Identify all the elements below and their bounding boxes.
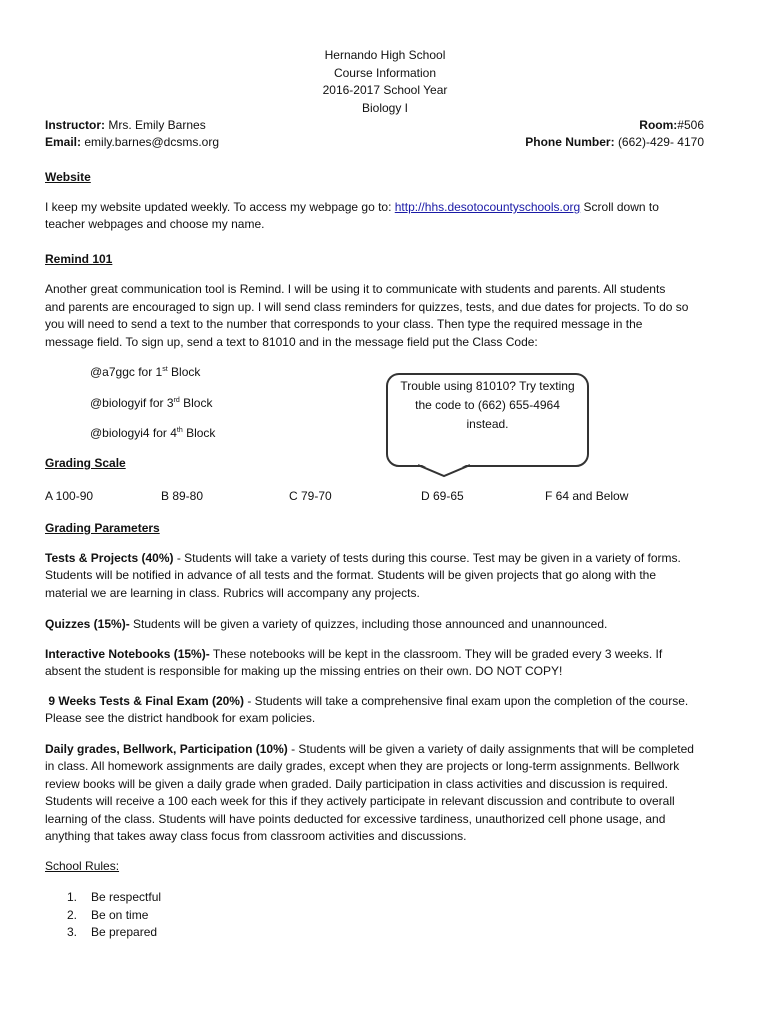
class-code-text: @biologyi4 for 4: [90, 426, 177, 440]
parameter-tests-projects: [45, 550, 735, 602]
class-code-4: [90, 425, 215, 442]
class-code-block: Block: [167, 365, 201, 379]
room-number: #506: [677, 118, 704, 132]
parameter-label: 9 Weeks Tests & Final Exam (20%): [45, 694, 244, 708]
grade-d: D 69-65: [421, 489, 464, 503]
parameter-text: Students will be notified in advance of all tests and the format. Students will be given projects that go along with the: [45, 568, 657, 583]
course-name: Biology I: [361, 100, 409, 115]
class-code-text: @biologyif for 3: [90, 396, 174, 410]
email-label: Email:: [45, 135, 82, 149]
list-text: Be respectful: [91, 890, 162, 904]
email-address: emily.barnes@dcsms.org: [84, 135, 220, 149]
parameter-label: Tests & Projects (40%): [45, 551, 174, 565]
class-code-block: Block: [179, 396, 213, 410]
parameter-text: - Students will be given a variety of daily assignments that will be completed: [287, 742, 694, 756]
grade-c: C 79-70: [289, 489, 332, 503]
class-code-block: Block: [182, 426, 216, 440]
class-code-ordinal: th: [176, 427, 183, 434]
parameter-text: - Students will take a variety of tests during this course. Test may be given in a variety of forms.: [173, 551, 681, 565]
parameter-daily-grades: [45, 741, 735, 845]
list-number: 1.: [67, 890, 78, 904]
list-item: [45, 924, 161, 942]
website-text-after: Scroll down to: [580, 200, 659, 214]
remind-heading: Remind 101: [45, 252, 113, 266]
parameter-text: absent the student is responsible for making up the missing entries on their own. DO NOT COPY!: [45, 664, 563, 679]
parameter-text: learning of the class. Students will have points deducted for excessive tardiness, unauthorized cell phone usage, and: [45, 811, 666, 826]
class-code-ordinal: st: [162, 366, 168, 373]
parameter-text: material we are learning in class. Rubrics will accompany any projects.: [45, 585, 420, 600]
remind-text-line: message field. To sign up, send a text to 81010 and in the message field put the Class Code:: [45, 334, 538, 349]
school-name: Hernando High School: [324, 48, 446, 62]
list-number: 3.: [67, 925, 78, 939]
parameter-text: Students will receive a 100 each week for this if they actively participate in relevant discussion and contribute to overall: [45, 794, 675, 809]
remind-text-line: Another great communication tool is Remind. I will be using it to communicate with students and parents. All students: [45, 282, 666, 296]
website-text-line2: teacher webpages and choose my name.: [45, 217, 265, 231]
callout-bubble: [386, 373, 589, 467]
website-heading: Website: [45, 170, 91, 184]
phone-number: (662)-429- 4170: [617, 135, 704, 149]
grade-f: F 64 and Below: [545, 489, 629, 503]
parameter-text: review books will be given a daily grade when graded. Daily participation in class activities and discussion is required.: [45, 776, 668, 791]
callout-line: the code to (662) 655-4964: [415, 398, 560, 412]
website-text-before: I keep my website updated weekly. To access my webpage go to:: [45, 200, 395, 214]
class-code-ordinal: rd: [173, 397, 180, 404]
website-text-line1: [45, 199, 659, 216]
school-rules-heading: School Rules:: [45, 859, 120, 873]
parameter-label: Daily grades, Bellwork, Participation (10%): [45, 742, 288, 756]
parameter-text: anything that takes away class focus from classroom activities and discussions.: [45, 829, 467, 844]
remind-text-line: you will need to send a text to the number that corresponds to your class. Then type the required message in the: [45, 317, 643, 331]
callout-line: instead.: [466, 417, 509, 431]
instructor-name: Mrs. Emily Barnes: [108, 118, 206, 132]
class-code-3: [90, 395, 212, 412]
grading-parameters-heading: Grading Parameters: [45, 521, 160, 535]
list-item: [45, 907, 161, 925]
phone-label: Phone Number:: [525, 135, 615, 149]
list-number: 2.: [67, 907, 78, 922]
parameter-label: Interactive Notebooks (15%)-: [45, 647, 210, 661]
parameter-quizzes: [45, 616, 735, 633]
callout-text: [388, 375, 587, 434]
website-link[interactable]: http://hhs.desotocountyschools.org: [394, 200, 581, 214]
grading-scale-heading: Grading Scale: [45, 456, 126, 470]
parameter-text: Students will be given a variety of quizzes, including those announced and unannounced.: [129, 617, 608, 631]
list-text: Be prepared: [91, 925, 158, 939]
parameter-text: in class. All homework assignments are daily grades, except when they are projects or long-term assignments. Bellwork: [45, 759, 680, 774]
parameter-text: Please see the district handbook for exam policies.: [45, 711, 316, 726]
parameter-notebooks: [45, 646, 735, 681]
class-code-text: @a7ggc for 1: [90, 365, 163, 379]
school-year: 2016-2017 School Year: [322, 83, 448, 97]
school-rules-list: [45, 889, 161, 942]
callout-tail: [418, 462, 470, 478]
callout-line: Trouble using 81010? Try texting: [400, 379, 575, 393]
parameter-label: Quizzes (15%)-: [45, 617, 130, 631]
room-line: [639, 117, 704, 134]
parameter-text: - Students will take a comprehensive final exam upon the completion of the course.: [243, 694, 689, 708]
remind-text-line: and parents are encouraged to sign up. I will send class reminders for quizzes, tests, and due dates for projects. To do so: [45, 299, 689, 314]
grade-b: B 89-80: [161, 489, 204, 503]
room-label: Room:: [639, 118, 678, 132]
grade-a: A 100-90: [45, 489, 94, 503]
class-code-1: [90, 364, 200, 381]
instructor-line: [45, 117, 206, 134]
list-item: [45, 889, 161, 907]
list-text: Be on time: [91, 907, 149, 922]
instructor-label: Instructor:: [45, 118, 105, 132]
phone-line: [525, 134, 704, 151]
parameter-text: These notebooks will be kept in the classroom. They will be graded every 3 weeks. If: [209, 647, 663, 661]
parameter-final-exam: [45, 693, 735, 728]
email-line: [45, 134, 219, 151]
document-title: Course Information: [333, 65, 437, 80]
